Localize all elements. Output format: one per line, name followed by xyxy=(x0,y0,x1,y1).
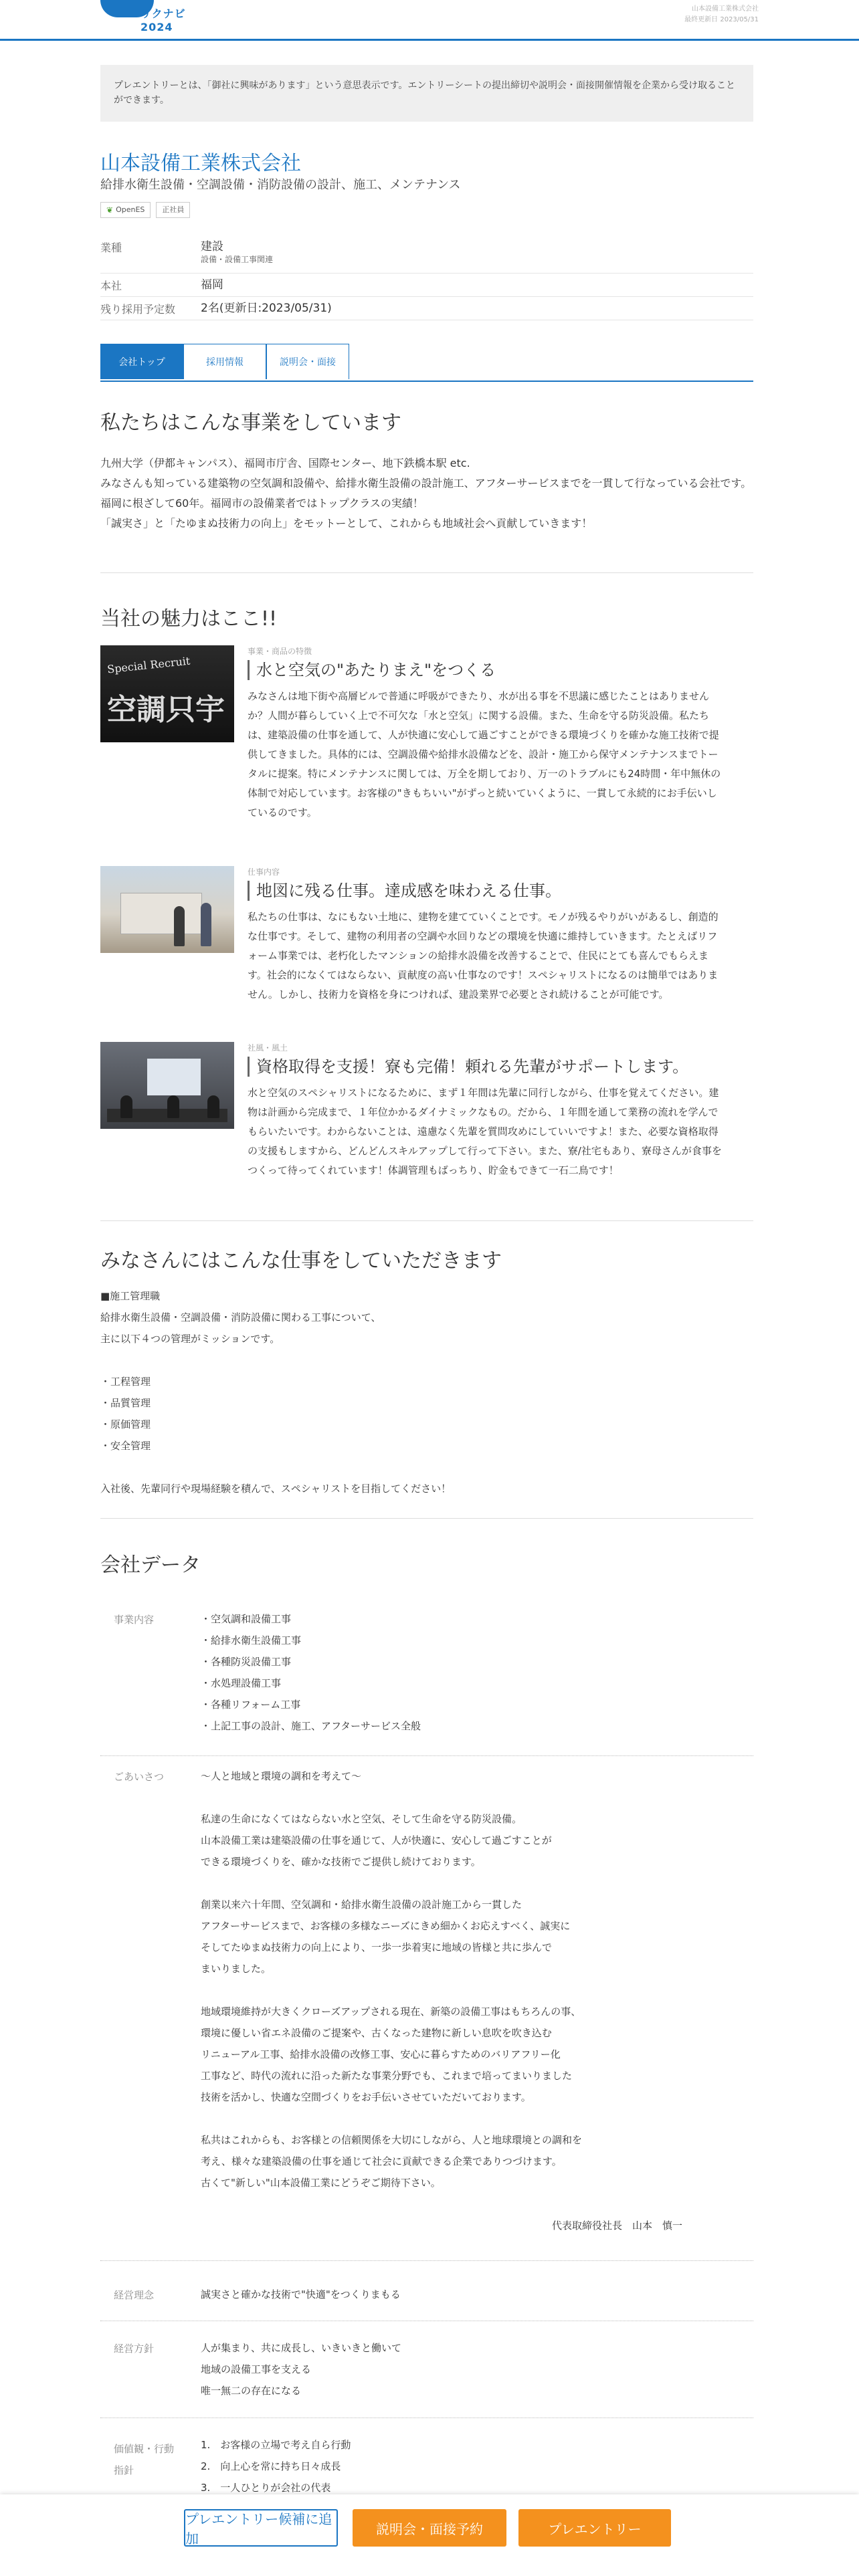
feature-text: みなさんは地下街や高層ビルで普通に呼吸ができたり、水が出る事を不思議に感じたことはありません か？人間が暮らしていく上で不可欠な「水と空気」に関する設備。また、生命を守る防災設備。私たち は、建築設備の仕事を通して、人が快適に安心して過ごすことができる環境づくりを確かな施工技術で提 供してきました。具体的には、空調設備や給排水設備などを、設計・施工から保守メンテナンスまでトー タルに提案。特にメンテナンスに関しては、万全を期しており、万一のトラブルにも24時間・年中無休の 体制で対応しています。お客様の"きもちいい"がずっと続いていくように、一貫して永続的にお手伝いし ているのです。 xyxy=(248,690,721,819)
logo-text: リクナビ2024 xyxy=(140,7,186,33)
data-row-policy: 経営方針 人が集まり、共に成長し、いきいきと働いて 地域の設備工事を支える 唯一無二の存在になる xyxy=(100,2337,753,2418)
data-row-business: 事業内容 ・空気調和設備工事 ・給排水衛生設備工事 ・各種防災設備工事 ・水処理設備工事 ・各種リフォーム工事 ・上記工事の設計、施工、アフターサービス全般 xyxy=(100,1608,753,1756)
company-name: 山本設備工業株式会社 xyxy=(100,152,301,175)
employment-badge: 正社員 xyxy=(156,202,190,218)
business-title: 私たちはこんな事業をしています xyxy=(100,411,401,435)
company-info xyxy=(100,235,753,320)
feature-title: 水と空気の"あたりまえ"をつくる xyxy=(248,660,753,680)
bottom-action-bar xyxy=(0,2494,859,2576)
feature-category: 社風・風土 xyxy=(248,1043,288,1053)
feature-culture xyxy=(100,1042,753,1196)
greeting-signature: 代表取締役社長 山本 慎一 xyxy=(551,2220,682,2232)
feature-business xyxy=(100,645,753,839)
charm-title: 当社の魅力はここ!! xyxy=(100,607,278,631)
header-company: 山本設備工業株式会社 xyxy=(692,5,759,13)
company-badges xyxy=(100,202,190,218)
rikunabi-logo[interactable] xyxy=(100,0,201,33)
add-candidate-button[interactable]: プレエントリー候補に追加 xyxy=(184,2509,338,2547)
feature-category: 事業・商品の特徴 xyxy=(248,647,312,656)
company-subtitle: 給排水衛生設備・空調設備・消防設備の設計、施工、メンテナンス xyxy=(100,178,461,192)
business-text: 九州大学（伊都キャンパス）、福岡市庁舎、国際センター、地下鉄橋本駅 etc. みなさんも知っている建築物の空気調和設備や、給排水衛生設備の設計施工、アフターサービスまでを一貫して行なっている会社です。 福岡に根ざして60年。福岡市の設備業者ではトップクラスの実績！ 「誠実さ」と「たゆまぬ技術力の向上」をモットーとして、これからも地域社会へ貢献していきます！ xyxy=(100,457,752,530)
preentry-notice: プレエントリーとは、「御社に興味があります」という意思表示です。エントリーシートの提出締切や説明会・面接開催情報を企業から受け取ることができます。 xyxy=(100,65,753,122)
work-text: ■施工管理職 給排水衛生設備・空調設備・消防設備に関わる工事について、 主に以下４つの管理がミッションです。 ・工程管理 ・品質管理 ・原価管理 ・安全管理 入社後、先輩同行や現場経験を積んで、スペシャリストを目指してください！ xyxy=(100,1290,452,1495)
feature-text: 水と空気のスペシャリストになるために、まず１年間は先輩に同行しながら、仕事を覚えてください。建 物は計画から完成まで、１年位かかるダイナミックなもの。だから、１年間を通して業務の流れを学んで もらいたいです。わからないことは、遠慮なく先輩を質問攻めにしていいですよ！また、必要な資格取得 の支援もしますから、どんどんスキルアップして行って下さい。また、寮/社宅もあり、寮母さんが食事を つくって待ってくれています！体調管理もばっちり、貯金もできて一石二鳥です！ xyxy=(248,1087,722,1176)
info-row-hq: 本社 福岡 xyxy=(100,274,753,297)
data-row-values: 価値観・行動指針 1. お客様の立場で考え自ら行動 2. 向上心を常に持ち日々成長 3. 一人ひとりが会社の代表 xyxy=(114,2439,351,2494)
tab-seminar[interactable]: 説明会・面接 xyxy=(266,344,349,379)
divider xyxy=(100,1518,753,1519)
info-row-openings: 残り採用予定数 2名(更新日:2023/05/31) xyxy=(100,297,753,320)
divider xyxy=(100,1220,753,1221)
page-tabs xyxy=(100,344,753,382)
seminar-reserve-button[interactable]: 説明会・面接予約 xyxy=(353,2509,506,2547)
feature-title: 地図に残る仕事。達成感を味わえる仕事。 xyxy=(248,881,753,901)
data-row-philosophy: 経営理念 誠実さと確かな技術で"快適"をつくりまもる xyxy=(100,2284,753,2321)
work-title: みなさんにはこんな仕事をしていただきます xyxy=(100,1249,502,1273)
preentry-button[interactable]: プレエントリー xyxy=(518,2509,671,2547)
leaf-icon: ❦ xyxy=(106,205,114,215)
feature-text: 私たちの仕事は、なにもない土地に、建物を建てていくことです。モノが残るやりがいがあるし、創造的 な仕事です。そして、建物の利用者の空調や水回りなどの環境を快適に維持していきます。たとえばリフ ォーム事業では、老朽化したマンションの給排水設備を改善することで、住民にとても喜んでもらえま す。社会的になくてはならない、貢献度の高い仕事なのです！スペシャリストになるのは簡単ではありま せん。しかし、技術力を資格を身につければ、建設業界で必要とされ続けることが可能です。 xyxy=(248,911,719,1000)
divider xyxy=(100,572,753,573)
feature-category: 仕事内容 xyxy=(248,867,280,877)
company-data-title: 会社データ xyxy=(100,1553,201,1577)
tab-recruit-info[interactable]: 採用情報 xyxy=(183,344,266,379)
feature-image-2 xyxy=(100,866,234,953)
feature-work xyxy=(100,866,753,1020)
feature-title: 資格取得を支援！寮も完備！頼れる先輩がサポートします。 xyxy=(248,1057,753,1077)
header-meta xyxy=(684,4,759,25)
header-updated: 最終更新日 2023/05/31 xyxy=(684,16,759,23)
info-row-industry: 業種 建設 設備・設備工事関連 xyxy=(100,235,753,274)
tab-company-top[interactable]: 会社トップ xyxy=(100,344,183,379)
openes-badge: ❦ OpenES xyxy=(100,202,151,218)
site-header xyxy=(0,0,859,41)
feature-image-1: Special Recruit 空調只宇 xyxy=(100,645,234,742)
data-row-greeting: ごあいさつ ～人と地域と環境の調和を考えて～ 私達の生命になくてはならない水と空気、そして生命を守る防災設備。 山本設備工業は建築設備の仕事を通じて、人が快適に、安心して過ごすことが できる環境づくりを、確かな技術でご提供し続けております。 創業以来六十年間、空気調和・給排水衛生設備の設計施工から一貫した アフターサービスまで、お客様の多様なニーズにきめ細かくお応えすべく、誠実に そしてたゆまぬ技術力の向上により、一歩一歩着実に地域の皆様と共に歩んで まいりました。 地域環境維持が大きくクローズアップされる現在、新築の設備工事はもちろんの事、 環境に優しい省エネ設備のご提案や、古くなった建物に新しい息吹を吹き込む リニューアル工事、給排水設備の改修工事、安心に暮らすためのバリアフリー化 工事など、時代の流れに沿った新たな事業分野でも、これまで培ってまいりました 技術を活かし、快適な空間づくりをお手伝いさせていただいております。 私共はこれからも、お客様との信頼関係を大切にしながら、人と地球環境との調和を 考え、様々な建築設備の仕事を通じて社会に貢献できる企業でありつづけます。 古くて"新しい"山本設備工業にどうぞご期待下さい。 代表取締役社長 山本 慎一 xyxy=(100,1765,753,2261)
feature-image-3 xyxy=(100,1042,234,1129)
